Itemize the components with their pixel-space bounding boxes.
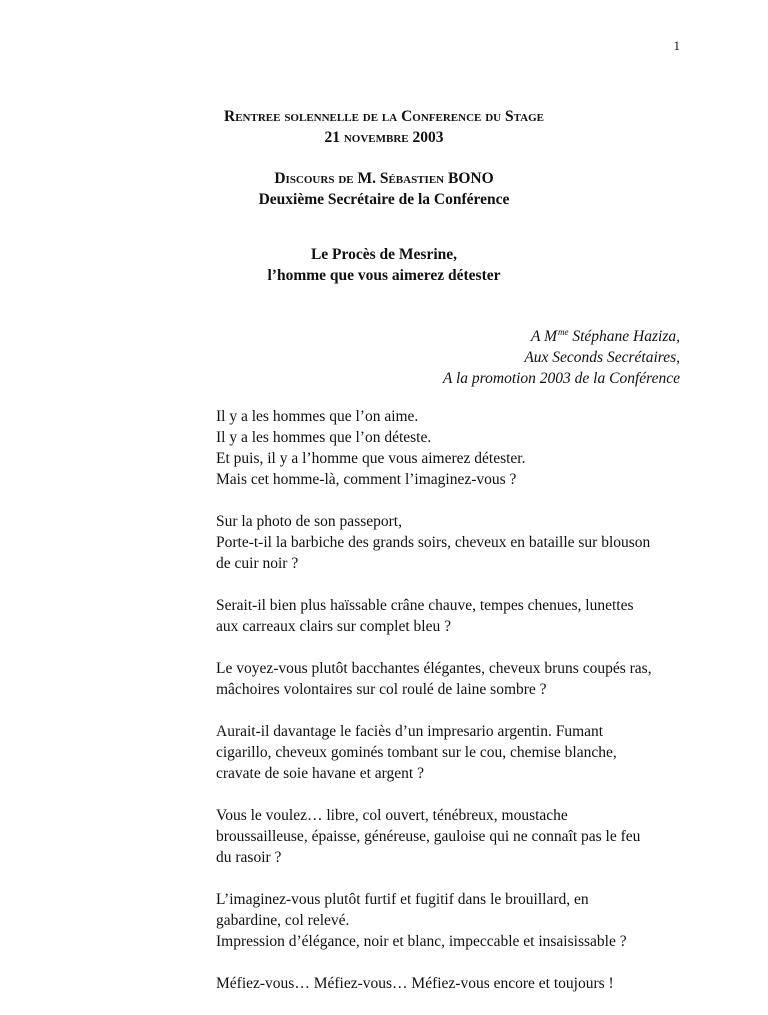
speech-title-line-2: l’homme que vous aimerez détester bbox=[267, 267, 501, 284]
speech-byline bbox=[0, 168, 768, 189]
paragraph bbox=[216, 889, 686, 952]
event-title: Rentree solennelle de la Conference du Stage bbox=[224, 108, 544, 125]
speech-byline-prefix: Discours de M. Sébastien bbox=[274, 170, 445, 187]
dedication-line-2: Aux Seconds Secrétaires, bbox=[524, 349, 680, 366]
text-line: cravate de soie havane et argent ? bbox=[216, 765, 424, 782]
speaker-surname: BONO bbox=[447, 170, 494, 187]
text-line: Serait-il bien plus haïssable crâne chauve, tempes chenues, lunettes bbox=[216, 597, 634, 614]
paragraph bbox=[216, 658, 686, 700]
dedication-line-3: A la promotion 2003 de la Conférence bbox=[442, 370, 680, 387]
text-line: Vous le voulez… libre, col ouvert, ténébreux, moustache bbox=[216, 807, 568, 824]
speaker-role: Deuxième Secrétaire de la Conférence bbox=[258, 191, 510, 208]
text-line: de cuir noir ? bbox=[216, 555, 299, 572]
text-line: Et puis, il y a l’homme que vous aimerez détester. bbox=[216, 450, 526, 467]
text-line: mâchoires volontaires sur col roulé de laine sombre ? bbox=[216, 681, 547, 698]
text-line: broussailleuse, épaisse, généreuse, gauloise qui ne connaît pas le feu bbox=[216, 828, 641, 845]
event-date: 21 novembre 2003 bbox=[324, 129, 444, 146]
dedication-line-1 bbox=[443, 322, 680, 347]
text-line: gabardine, col relevé. bbox=[216, 912, 350, 929]
paragraph bbox=[216, 595, 686, 637]
paragraph bbox=[216, 511, 686, 574]
paragraph bbox=[216, 805, 686, 868]
text-line: Le voyez-vous plutôt bacchantes élégantes, cheveux bruns coupés ras, bbox=[216, 660, 652, 677]
dedication-line-1-suffix: Stéphane Haziza, bbox=[568, 328, 680, 345]
text-line: du rasoir ? bbox=[216, 849, 282, 866]
page-number: 1 bbox=[673, 38, 680, 53]
speech-body bbox=[216, 406, 686, 1015]
text-line: aux carreaux clairs sur complet bleu ? bbox=[216, 618, 451, 635]
speech-title-line-1: Le Procès de Mesrine, bbox=[310, 246, 458, 263]
text-line: Méfiez-vous… Méfiez-vous… Méfiez-vous encore et toujours ! bbox=[216, 975, 614, 992]
text-line: Mais cet homme-là, comment l’imaginez-vous ? bbox=[216, 471, 517, 488]
paragraph bbox=[216, 406, 686, 490]
text-line: Sur la photo de son passeport, bbox=[216, 513, 402, 530]
text-line: Impression d’élégance, noir et blanc, impeccable et insaisissable ? bbox=[216, 933, 627, 950]
paragraph bbox=[216, 973, 686, 994]
text-line: Il y a les hommes que l’on déteste. bbox=[216, 429, 432, 446]
text-line: Porte-t-il la barbiche des grands soirs, cheveux en bataille sur blouson bbox=[216, 534, 651, 551]
dedication-superscript: me bbox=[557, 327, 569, 337]
document-header bbox=[0, 106, 768, 286]
text-line: Il y a les hommes que l’on aime. bbox=[216, 408, 419, 425]
paragraph bbox=[216, 721, 686, 784]
text-line: cigarillo, cheveux gominés tombant sur le cou, chemise blanche, bbox=[216, 744, 617, 761]
dedication bbox=[443, 322, 680, 389]
dedication-line-1-prefix: A M bbox=[531, 328, 557, 345]
text-line: Aurait-il davantage le faciès d’un impresario argentin. Fumant bbox=[216, 723, 604, 740]
text-line: L’imaginez-vous plutôt furtif et fugitif dans le brouillard, en bbox=[216, 891, 589, 908]
